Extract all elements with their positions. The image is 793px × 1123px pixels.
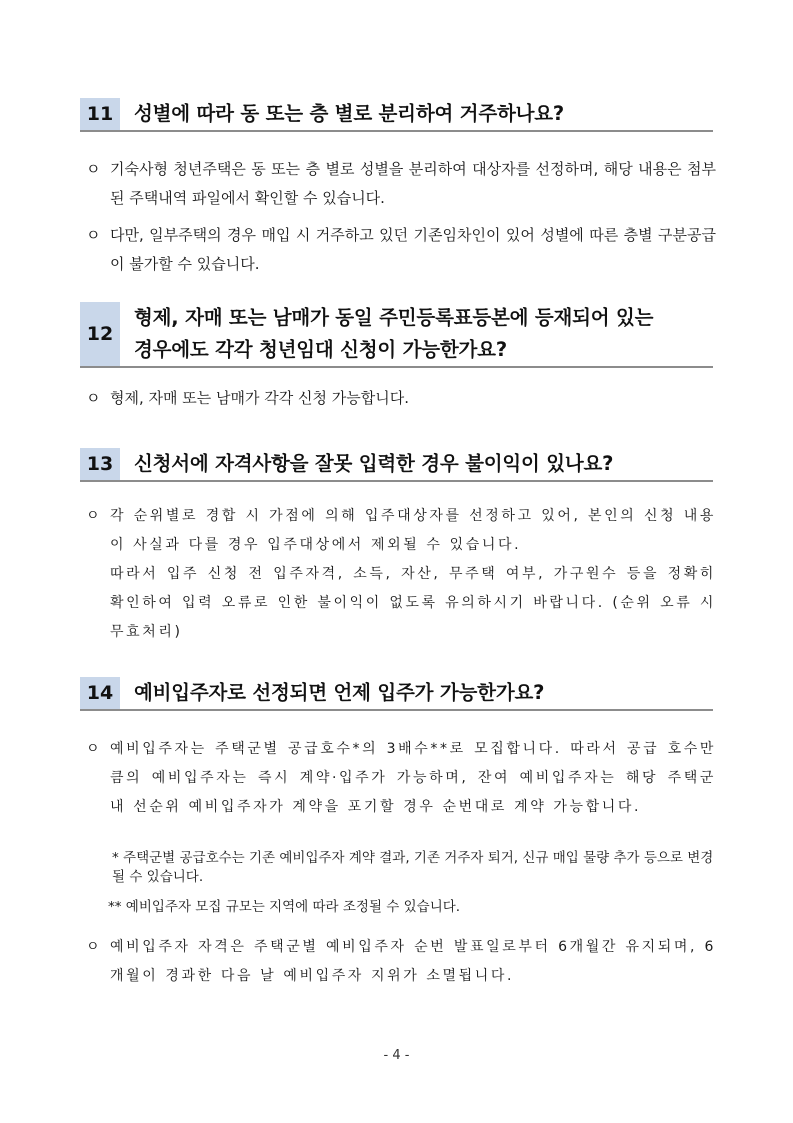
footnote <box>112 849 717 887</box>
bullet-mark: ㅇ <box>86 508 103 524</box>
answer-paragraph <box>86 155 716 213</box>
question-header <box>80 302 713 368</box>
answer-paragraph <box>86 560 716 647</box>
answer-text: 다만, 일부주택의 경우 매입 시 거주하고 있던 기존임차인이 있어 성별에 따른 층별 구분공급이 불가할 수 있습니다. <box>110 226 716 273</box>
answer-text: 예비입주자는 주택군별 공급호수*의 3배수**로 모집합니다. 따라서 공급 호수만큼의 예비입주자는 즉시 계약·입주가 가능하며, 잔여 예비입주자는 해당 주택군 내 선순위 예비입주자가 계약을 포기할 경우 순번대로 계약 가능합니다. <box>110 741 716 815</box>
question-number: 11 <box>80 98 120 130</box>
question-title-line: 형제, 자매 또는 남매가 동일 주민등록표등본에 등재되어 있는 <box>134 306 654 329</box>
bullet-mark: ㅇ <box>86 226 101 244</box>
section-12 <box>80 302 713 368</box>
answer-paragraph <box>86 933 716 991</box>
answer-text: 따라서 입주 신청 전 입주자격, 소득, 자산, 무주택 여부, 가구원수 등을 정확히 확인하여 입력 오류로 인한 불이익이 없도록 유의하시기 바랍니다. (순위 오류 시 무효처리) <box>110 566 716 640</box>
question-title: 예비입주자로 선정되면 언제 입주가 가능한가요? <box>134 681 545 704</box>
footnote-mark: * <box>112 850 119 866</box>
answer-paragraph <box>86 221 716 279</box>
answer-paragraph <box>86 384 716 413</box>
footnote <box>108 898 713 917</box>
section-14 <box>80 677 713 711</box>
section-13 <box>80 448 713 482</box>
question-header <box>80 448 713 482</box>
question-title <box>120 302 653 366</box>
question-header <box>80 98 713 132</box>
page-number: - 4 - <box>383 1048 410 1063</box>
footnote-text: 주택군별 공급호수는 기존 예비입주자 계약 결과, 기존 거주자 퇴거, 신규 매입 물량 추가 등으로 변경될 수 있습니다. <box>112 850 714 885</box>
question-number: 14 <box>80 677 120 709</box>
answer-text: 형제, 자매 또는 남매가 각각 신청 가능합니다. <box>110 389 409 407</box>
answer-text: 예비입주자 자격은 주택군별 예비입주자 순번 발표일로부터 6개월간 유지되며, 6개월이 경과한 다음 날 예비입주자 지위가 소멸됩니다. <box>110 939 716 984</box>
answer-paragraph <box>86 735 716 822</box>
question-header <box>80 677 713 711</box>
answer-text: 각 순위별로 경합 시 가점에 의해 입주대상자를 선정하고 있어, 본인의 신청 내용이 사실과 다를 경우 입주대상에서 제외될 수 있습니다. <box>110 508 716 553</box>
question-title-line: 경우에도 각각 청년임대 신청이 가능한가요? <box>134 338 507 361</box>
answer-text: 기숙사형 청년주택은 동 또는 층 별로 성별을 분리하여 대상자를 선정하며, 해당 내용은 첨부된 주택내역 파일에서 확인할 수 있습니다. <box>110 160 716 207</box>
question-number: 13 <box>80 448 120 480</box>
bullet-mark: ㅇ <box>86 160 101 178</box>
answer-paragraph <box>86 502 716 560</box>
question-title: 성별에 따라 동 또는 층 별로 분리하여 거주하나요? <box>134 102 564 125</box>
question-title: 신청서에 자격사항을 잘못 입력한 경우 불이익이 있나요? <box>134 452 614 475</box>
footnote-mark: ** <box>108 899 122 915</box>
bullet-mark: ㅇ <box>86 939 103 955</box>
footnote-text: 예비입주자 모집 규모는 지역에 따라 조정될 수 있습니다. <box>125 899 461 915</box>
bullet-mark: ㅇ <box>86 741 103 757</box>
question-number: 12 <box>80 302 120 366</box>
bullet-mark: ㅇ <box>86 389 101 407</box>
section-11 <box>80 98 713 132</box>
